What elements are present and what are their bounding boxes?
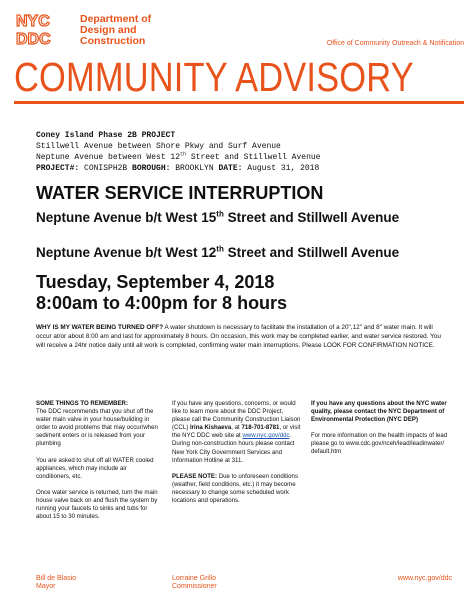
footer-website-link[interactable]: www.nyc.gov/ddc: [397, 575, 452, 582]
department-name: [80, 14, 151, 47]
interruption-schedule: [36, 272, 287, 314]
lead-info-text: For more information on the health impacts of lead please go to www.cdc.gov/nceh/lead/leadinwater/ default.htm: [311, 432, 448, 456]
dep-contact-heading: If you have any questions about the NYC water quality, please contact the NYC Department of Environmental Protection (NYC DEP): [311, 400, 447, 424]
office-name: Office of Community Outreach & Notification: [326, 40, 464, 47]
mayor-title: Mayor: [36, 583, 56, 590]
contact-text: If you have any questions, concerns, or would like to learn more about the DDC Project, please call the Community Construction Liaison (CCL): [172, 400, 301, 432]
dept-line: Design and: [80, 24, 137, 36]
interruption-heading: WATER SERVICE INTERRUPTION: [36, 183, 324, 203]
project-meta: PROJECT#: CONISPH2B BOROUGH: BROOKLYN DATE: August 31, 2018: [36, 164, 320, 173]
page-title: COMMUNITY ADVISORY: [14, 54, 414, 100]
letterhead: [14, 11, 464, 51]
reminders-heading: SOME THINGS TO REMEMBER:: [36, 400, 128, 407]
water-quality-column: [311, 400, 451, 465]
liaison-phone[interactable]: 718-701-8781: [241, 424, 280, 432]
dept-line: Department of: [80, 13, 152, 25]
svg-text:DDC: DDC: [16, 31, 51, 47]
project-location-2: Neptune Avenue between West 12th Street and Stillwell Avenue: [36, 151, 321, 162]
ddc-website-link[interactable]: www.nyc.gov/ddc: [242, 432, 290, 440]
why-paragraph: [36, 323, 446, 350]
reminder-text: You are asked to shut off all WATER cooled appliances, which may include air conditioners, etc.: [36, 456, 154, 480]
note-text: Due to unforeseen conditions (weather, field conditions, etc.) it may become necessary to change some scheduled work locations and operations.: [172, 472, 298, 505]
reminder-text: Once water service is returned, turn the main house valve back on and flush the system by running your faucets to sinks and tubs for about 15 to 30 minutes.: [36, 488, 158, 521]
mayor-name: Bill de Blasio: [36, 575, 77, 582]
commissioner-name: Lorraine Grillo: [172, 575, 216, 582]
liaison-name: Irina Kishaeva: [189, 424, 232, 432]
reminder-text: The DDC recommends that you shut off the water main valve in your house/building in order to avoid problems that may occur/when sediment enters or is released from your plumbing: [36, 408, 158, 448]
nyc-ddc-logo: [14, 11, 74, 47]
title-divider: [14, 101, 464, 104]
note-label: PLEASE NOTE:: [172, 472, 218, 480]
project-info: [36, 130, 320, 174]
project-name: Coney Island Phase 2B PROJECT: [36, 131, 176, 140]
why-question: WHY IS MY WATER BEING TURNED OFF?: [36, 324, 164, 331]
affected-street-2: Neptune Avenue b/t West 12th Street and Stillwell Avenue: [36, 244, 400, 260]
commissioner-signature: [172, 575, 217, 591]
commissioner-title: Commissioner: [172, 583, 217, 590]
reminders-column: [36, 400, 160, 529]
dept-line: Construction: [80, 35, 146, 47]
project-location-1: Stillwell Avenue between Shore Pkwy and Surf Avenue: [36, 142, 281, 151]
why-text: A water shutdown is necessary to facilitate the installation of a 20",12" and 8" water main. It will occur at/or about 8:00 am and last for approximately 8 hours. On occasion, this work may be completed earlier, and water service restored. You will receive a 24hr notice daily until all work is completed, confirming water main interruptions. Please LOOK FOR CONFIRMATION NOTICE.: [36, 324, 441, 349]
mayor-signature: [36, 575, 76, 591]
svg-text:NYC: NYC: [16, 13, 50, 30]
contact-column: If you have any questions, concerns, or would like to learn more about the DDC Project, please call the Community Construction Liaison (CCL) Irina Kishaeva, at 718-701-8781, or visit the NYC DDC web site at www.nyc.gov/ddc. During non-construction hours please contact New York City Government Services and Information Hotline at 311. PLEASE NOTE: Due to unforeseen conditions (weather, field conditions, etc.) it may become necessary to change some scheduled work locations and operations.: [172, 400, 301, 505]
interruption-time: 8:00am to 4:00pm for 8 hours: [36, 293, 288, 313]
interruption-date: Tuesday, September 4, 2018: [36, 272, 275, 292]
affected-street-1: Neptune Avenue b/t West 15th Street and Stillwell Avenue: [36, 209, 400, 225]
